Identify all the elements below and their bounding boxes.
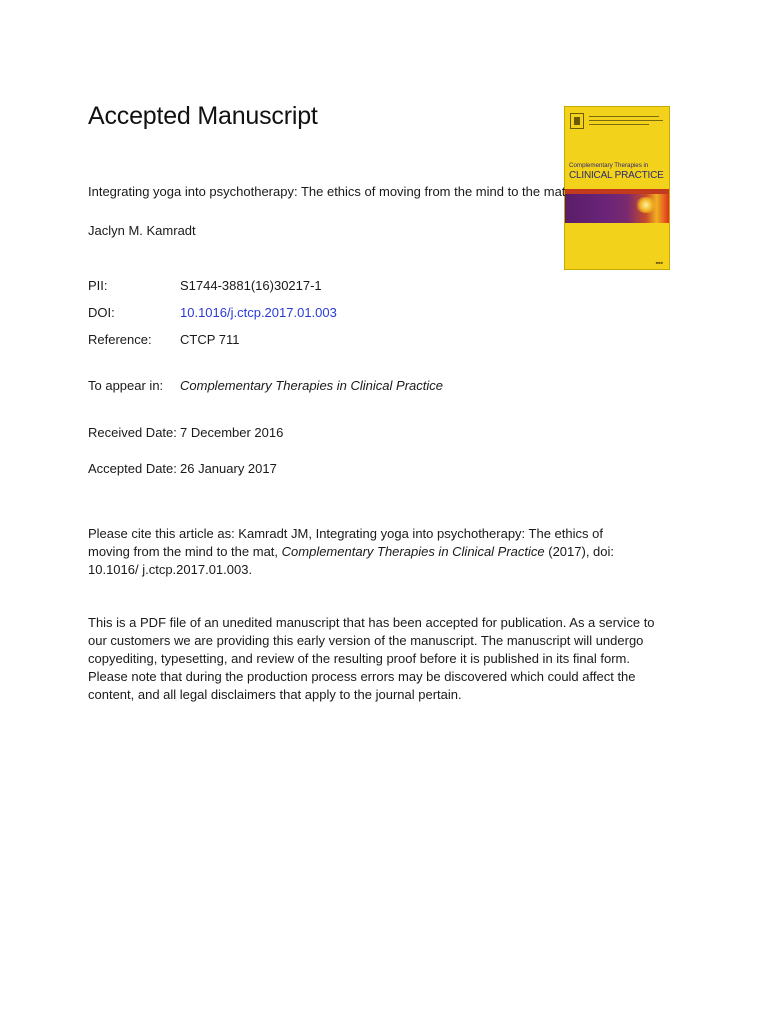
disclaimer-paragraph: This is a PDF file of an unedited manuscript that has been accepted for publication. As a service to our customers we are providing this early version of the manuscript. The manuscript will undergo copyediting, typesetting, and review of the resulting proof before it is published in its final form. Please note that during the production process errors may be discovered which could affect the content, and all legal disclaimers that apply to the journal pertain.: [88, 615, 655, 702]
meta-row-doi: [88, 305, 337, 320]
cover-journal-title-line1: Complementary Therapies in: [569, 162, 649, 169]
citation-paragraph: [88, 525, 648, 579]
meta-label: Reference:: [88, 332, 152, 347]
article-author: Jaclyn M. Kamradt: [88, 223, 196, 238]
reference-value: CTCP 711: [180, 332, 240, 347]
citation-suffix: (2017), doi: 10.1016/ j.ctcp.2017.01.003.: [88, 544, 615, 577]
cover-fine-print: [589, 120, 663, 121]
meta-label: To appear in:: [88, 378, 164, 393]
meta-row-received: [88, 425, 283, 440]
meta-label: Accepted Date:: [88, 461, 177, 476]
citation-journal: Complementary Therapies in Clinical Practice: [281, 544, 545, 559]
meta-label: PII:: [88, 278, 108, 293]
publisher-logo-icon: [570, 113, 584, 129]
meta-label: Received Date:: [88, 425, 177, 440]
journal-name: Complementary Therapies in Clinical Practice: [180, 378, 443, 393]
cover-fine-print: [589, 116, 659, 117]
citation-prefix: Please cite this article as: Kamradt JM, Integrating yoga into psychotherapy: The ethics of moving from the mind to the mat,: [88, 526, 603, 559]
accepted-date: 26 January 2017: [180, 461, 277, 476]
cover-fine-print: [589, 124, 649, 125]
meta-row-reference: [88, 332, 240, 347]
meta-row-appear-in: [88, 378, 443, 393]
received-date: 7 December 2016: [180, 425, 284, 440]
journal-cover-image: [564, 106, 670, 270]
doi-link[interactable]: 10.1016/j.ctcp.2017.01.003: [180, 305, 337, 320]
meta-label: DOI:: [88, 305, 115, 320]
page-title: Accepted Manuscript: [88, 102, 318, 130]
cover-publisher-mark: ■■■: [655, 260, 663, 265]
meta-row-pii: [88, 278, 322, 293]
article-title: Integrating yoga into psychotherapy: The ethics of moving from the mind to the mat: [88, 184, 566, 199]
meta-row-accepted: [88, 461, 277, 476]
cover-artwork-band: [565, 189, 669, 223]
pii-value: S1744-3881(16)30217-1: [180, 278, 322, 293]
cover-journal-title-line2: CLINICAL PRACTICE: [569, 170, 664, 181]
